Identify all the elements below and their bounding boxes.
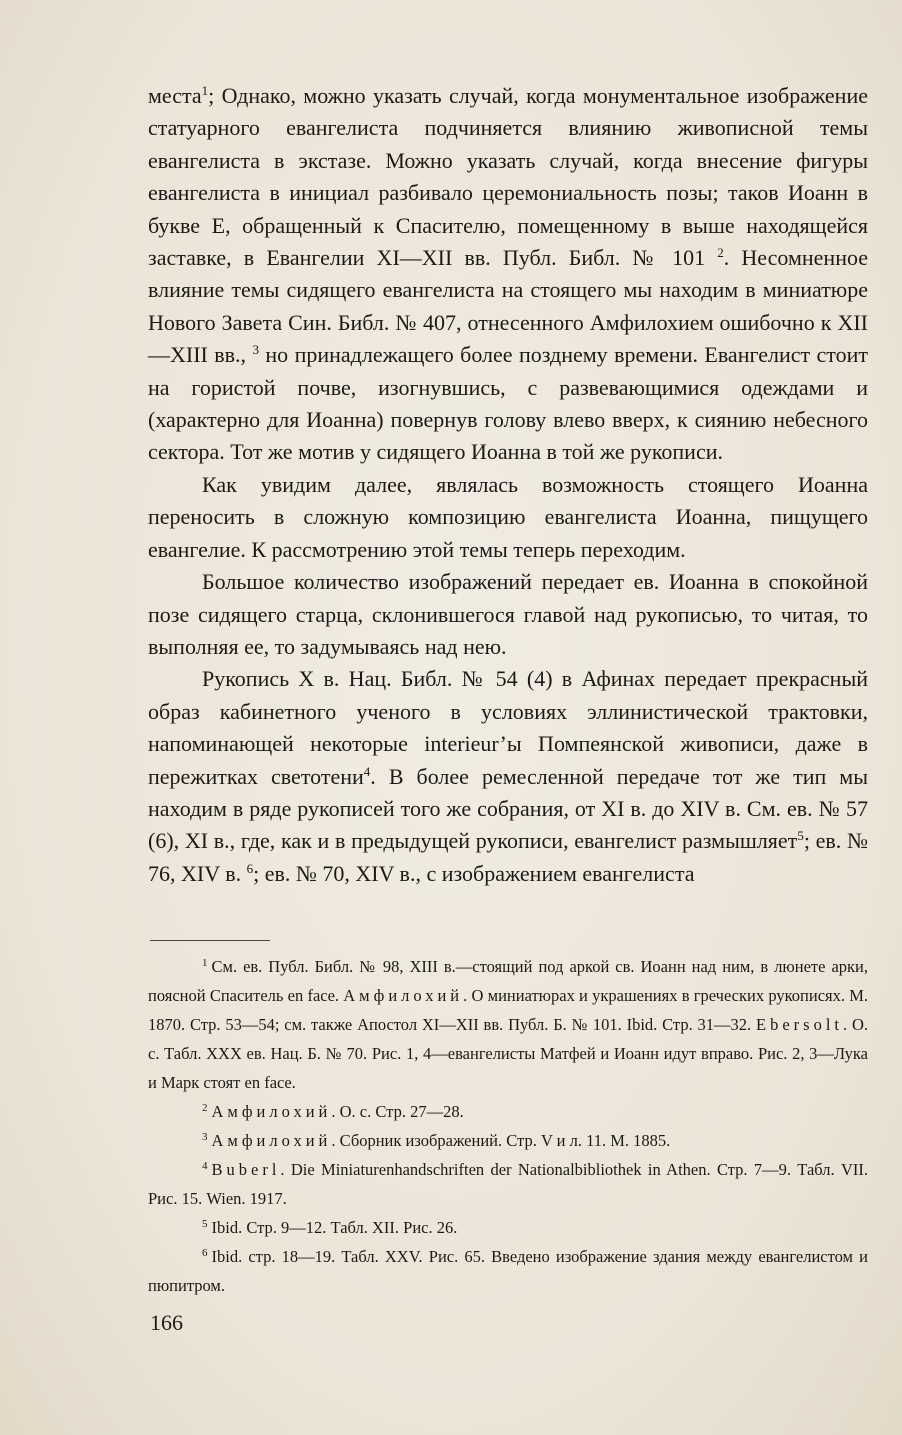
text-run: но принадлежащего более позднему времени. Евангелист стоит на гористой почве, изогнувшись, с развевающимися одеждами и (характерно для Иоанна) повернув голову влево вверх, к сиянию небесного сектора. Тот же мотив у сидящего Иоанна в той же рукописи. [148, 342, 868, 465]
paragraph-3 [148, 566, 868, 663]
footnote-3 [148, 1126, 868, 1155]
footnote-marker: 3 [202, 1131, 208, 1143]
footnote-marker: 2 [717, 245, 724, 261]
text-run: места [148, 83, 202, 108]
spaced-author-name: Ebersolt [756, 1015, 843, 1034]
footnote-marker: 1 [202, 957, 208, 969]
footnotes [148, 952, 868, 1300]
footnote-marker: 4 [363, 763, 371, 779]
text-run: Как увидим далее, являлась возможность стоящего Иоанна переносить в сложную композицию евангелиста Иоанна, пищущего евангелие. К рассмотрению этой темы теперь переходим. [148, 471, 868, 562]
text-run: . О. с. Табл. XXX ев. Нац. Б. № 70. Рис. 1, 4—евангелисты Матфей и Иоанн идут вправо. Рис. 2, 3—Лука и Марк стоят en face. [148, 1015, 868, 1092]
text-run: Ibid. стр. 18—19. Табл. XXV. Рис. 65. Введено изображение здания между евангелистом и пюпитром. [148, 1247, 868, 1295]
main-text [148, 80, 868, 890]
footnote-marker: 6 [246, 860, 254, 876]
text-run: . Несомненное влияние темы сидящего евангелиста на стоящего мы находим в миниатюре Нового Завета Син. Библ. № 407, отнесенного Амфилохием ошибочно к XII—XIII вв., [148, 245, 869, 368]
footnote-1 [148, 952, 868, 1097]
footnote-2 [148, 1097, 868, 1126]
footnote-divider [150, 940, 270, 941]
text-run: ; ев. № 76, XIV в. [148, 828, 868, 886]
paragraph-4 [148, 663, 868, 890]
paragraph-1 [148, 80, 868, 469]
spaced-author-name: Амфилохий [343, 986, 464, 1005]
footnote-marker: 3 [252, 342, 259, 358]
text-run: . В более ремесленной передаче тот же тип мы находим в ряде рукописей того же собрания, от XI в. до XIV в. См. ев. № 57 (6), XI в., где, как и в предыдущей рукописи, евангелист размышляет [148, 763, 868, 854]
footnote-marker: 5 [797, 828, 804, 844]
spaced-author-name: Амфилохий [211, 1131, 332, 1150]
text-run: . Die Miniaturenhandschriften der Nationalbibliothek in Athen. Стр. 7—9. Табл. VII. Рис. 15. Wien. 1917. [148, 1160, 868, 1208]
footnote-marker: 5 [202, 1218, 208, 1230]
text-run: ; ев. № 70, XIV в., с изображением евангелиста [253, 860, 695, 886]
spaced-author-name: Амфилохий [211, 1102, 332, 1121]
text-run: . Сборник изображений. Стр. V и л. 11. М. 1885. [331, 1131, 671, 1150]
paragraph-2 [148, 469, 868, 566]
footnote-marker: 6 [202, 1247, 208, 1259]
footnote-marker: 1 [201, 83, 209, 98]
footnote-4 [148, 1155, 868, 1213]
text-run: Ibid. Стр. 9—12. Табл. XII. Рис. 26. [211, 1218, 458, 1237]
text-run: . О. с. Стр. 27—28. [331, 1102, 464, 1121]
text-run: ; Однако, можно указать случай, когда монументальное изображение статуарного евангелиста подчиняется влиянию живописной темы евангелиста в экстазе. Можно указать случай, когда внесение фигуры евангелиста в инициал разбивало церемониальность позы; таков Иоанн в букве Е, обращенный к Спасителю, помещенному в выше находящейся заставке, в Евангелии XI—XII вв. Публ. Библ. № 101 [148, 83, 868, 271]
text-run: См. ев. Публ. Библ. № 98, XIII в.—стоящий под аркой св. Иоанн над ним, в люнете арки, поясной Спаситель en face. [148, 957, 868, 1005]
text-run: Рукопись X в. Нац. Библ. № 54 (4) в Афинах передает прекрасный образ кабинетного ученого в условиях эллинистической трактовки, напоминающей некоторые interieur’ы Помпеянской живописи, даже в пережитках светотени [148, 666, 868, 789]
text-run: . О миниатюрах и украшениях в греческих рукописях. М. 1870. Стр. 53—54; см. также Апостол XI—XII вв. Публ. Б. № 101. Ibid. Стр. 31—32. [148, 986, 868, 1034]
footnote-marker: 2 [202, 1102, 208, 1114]
footnote-5 [148, 1213, 868, 1242]
footnote-6 [148, 1242, 868, 1300]
spaced-author-name: Buberl [211, 1160, 281, 1179]
footnote-marker: 4 [202, 1160, 208, 1172]
page-number: 166 [150, 1310, 183, 1335]
text-run: Большое количество изображений передает ев. Иоанна в спокойной позе сидящего старца, склонившегося главой над рукописью, то читая, то выполняя ее, то задумываясь над нею. [148, 569, 868, 659]
